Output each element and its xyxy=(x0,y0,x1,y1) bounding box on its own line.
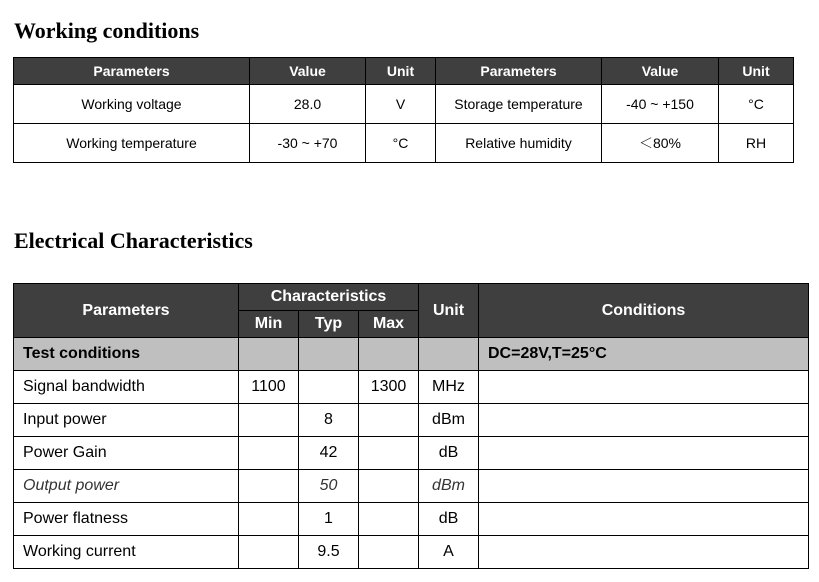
table-cell xyxy=(239,503,299,536)
table-cell: Storage temperature xyxy=(436,85,602,124)
table-cell: Signal bandwidth xyxy=(14,371,239,404)
table-row xyxy=(14,85,794,124)
table-cell: dBm xyxy=(419,470,479,503)
min-header: Min xyxy=(239,311,299,338)
working-conditions-table xyxy=(13,57,794,163)
table-row xyxy=(14,437,809,470)
table-cell: 1300 xyxy=(359,371,419,404)
table-cell: 50 xyxy=(299,470,359,503)
table-cell xyxy=(239,338,299,371)
table-row xyxy=(14,371,809,404)
table-cell: Power flatness xyxy=(14,503,239,536)
table-cell xyxy=(239,437,299,470)
column-header: Parameters xyxy=(436,58,602,85)
electrical-characteristics-heading: Electrical Characteristics xyxy=(14,228,253,253)
table-cell: Relative humidity xyxy=(436,124,602,163)
table-cell: V xyxy=(366,85,436,124)
table-cell: 9.5 xyxy=(299,536,359,569)
working-conditions-heading: Working conditions xyxy=(14,18,200,43)
conditions-header: Conditions xyxy=(479,284,809,338)
column-header: Value xyxy=(602,58,719,85)
max-header: Max xyxy=(359,311,419,338)
table-cell: dB xyxy=(419,503,479,536)
table-cell xyxy=(479,437,809,470)
table-row xyxy=(14,124,794,163)
test-conditions-value: DC=28V,T=25°C xyxy=(479,338,809,371)
table-cell: 1 xyxy=(299,503,359,536)
table-cell xyxy=(359,404,419,437)
table-cell xyxy=(479,404,809,437)
table-cell: 8 xyxy=(299,404,359,437)
table-row xyxy=(14,503,809,536)
table-cell: Working voltage xyxy=(14,85,250,124)
table-cell xyxy=(479,536,809,569)
table-cell xyxy=(239,470,299,503)
typ-header: Typ xyxy=(299,311,359,338)
table-cell: 28.0 xyxy=(250,85,366,124)
table-cell: Working temperature xyxy=(14,124,250,163)
table-cell: -40 ~ +150 xyxy=(602,85,719,124)
table-cell: Working current xyxy=(14,536,239,569)
table-row xyxy=(14,470,809,503)
test-conditions-label: Test conditions xyxy=(14,338,239,371)
table-cell xyxy=(239,404,299,437)
table-cell: dBm xyxy=(419,404,479,437)
table-header-row xyxy=(14,58,794,85)
parameters-header: Parameters xyxy=(14,284,239,338)
table-cell: Input power xyxy=(14,404,239,437)
table-cell: °C xyxy=(366,124,436,163)
table-cell xyxy=(299,338,359,371)
test-conditions-row xyxy=(14,338,809,371)
table-cell xyxy=(359,503,419,536)
table-cell: dB xyxy=(419,437,479,470)
electrical-characteristics-table xyxy=(13,283,809,569)
column-header: Parameters xyxy=(14,58,250,85)
table-cell xyxy=(239,536,299,569)
table-cell: 1100 xyxy=(239,371,299,404)
characteristics-header: Characteristics xyxy=(239,284,419,311)
table-cell: ＜80% xyxy=(602,124,719,163)
column-header: Unit xyxy=(366,58,436,85)
table-cell: RH xyxy=(719,124,794,163)
table-header-row xyxy=(14,284,809,311)
table-cell xyxy=(359,338,419,371)
table-cell xyxy=(299,371,359,404)
table-cell: Power Gain xyxy=(14,437,239,470)
table-cell xyxy=(419,338,479,371)
table-cell xyxy=(359,437,419,470)
table-cell xyxy=(359,470,419,503)
table-cell: °C xyxy=(719,85,794,124)
table-cell: Output power xyxy=(14,470,239,503)
column-header: Value xyxy=(250,58,366,85)
table-cell xyxy=(479,371,809,404)
table-cell: A xyxy=(419,536,479,569)
table-cell xyxy=(479,503,809,536)
table-cell: MHz xyxy=(419,371,479,404)
table-cell xyxy=(479,470,809,503)
unit-header: Unit xyxy=(419,284,479,338)
table-row xyxy=(14,536,809,569)
table-cell: 42 xyxy=(299,437,359,470)
column-header: Unit xyxy=(719,58,794,85)
table-row xyxy=(14,404,809,437)
table-cell: -30 ~ +70 xyxy=(250,124,366,163)
table-cell xyxy=(359,536,419,569)
